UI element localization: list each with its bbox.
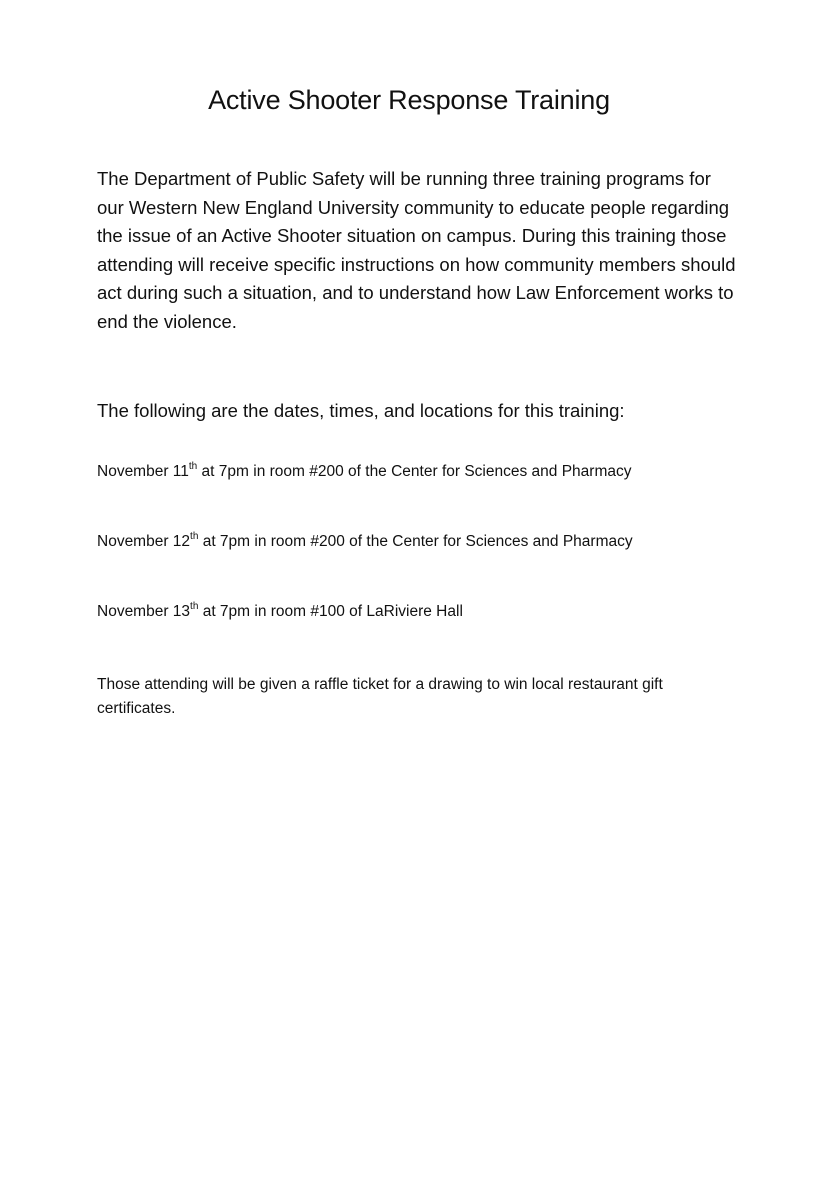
session-date-suffix: th xyxy=(190,530,199,542)
intro-paragraph: The Department of Public Safety will be running three training programs for our Western New England University community to educate people regarding the issue of an Active Shooter situation on campus. During this training those attending will receive specific instructions on how community members should act during such a situation, and to understand how Law Enforcement works to end the violence. xyxy=(97,168,736,332)
session-date: November 13 xyxy=(97,603,191,620)
raffle-note: Those attending will be given a raffle ticket for a drawing to win local restaurant gift certificates. xyxy=(97,676,663,717)
session-date: November 11 xyxy=(97,463,189,480)
session-item xyxy=(97,460,797,484)
session-item xyxy=(97,600,797,624)
session-details: at 7pm in room #200 of the Center for Sciences and Pharmacy xyxy=(198,533,633,550)
session-date: November 12 xyxy=(97,533,191,550)
document-title: Active Shooter Response Training xyxy=(208,85,610,115)
session-date-suffix: th xyxy=(190,600,199,612)
session-item xyxy=(97,530,797,554)
schedule-intro: The following are the dates, times, and locations for this training: xyxy=(97,400,625,421)
session-date-suffix: th xyxy=(188,460,198,472)
session-details: at 7pm in room #200 of the Center for Sciences and Pharmacy xyxy=(197,463,632,480)
session-details: at 7pm in room #100 of LaRiviere Hall xyxy=(198,603,463,620)
